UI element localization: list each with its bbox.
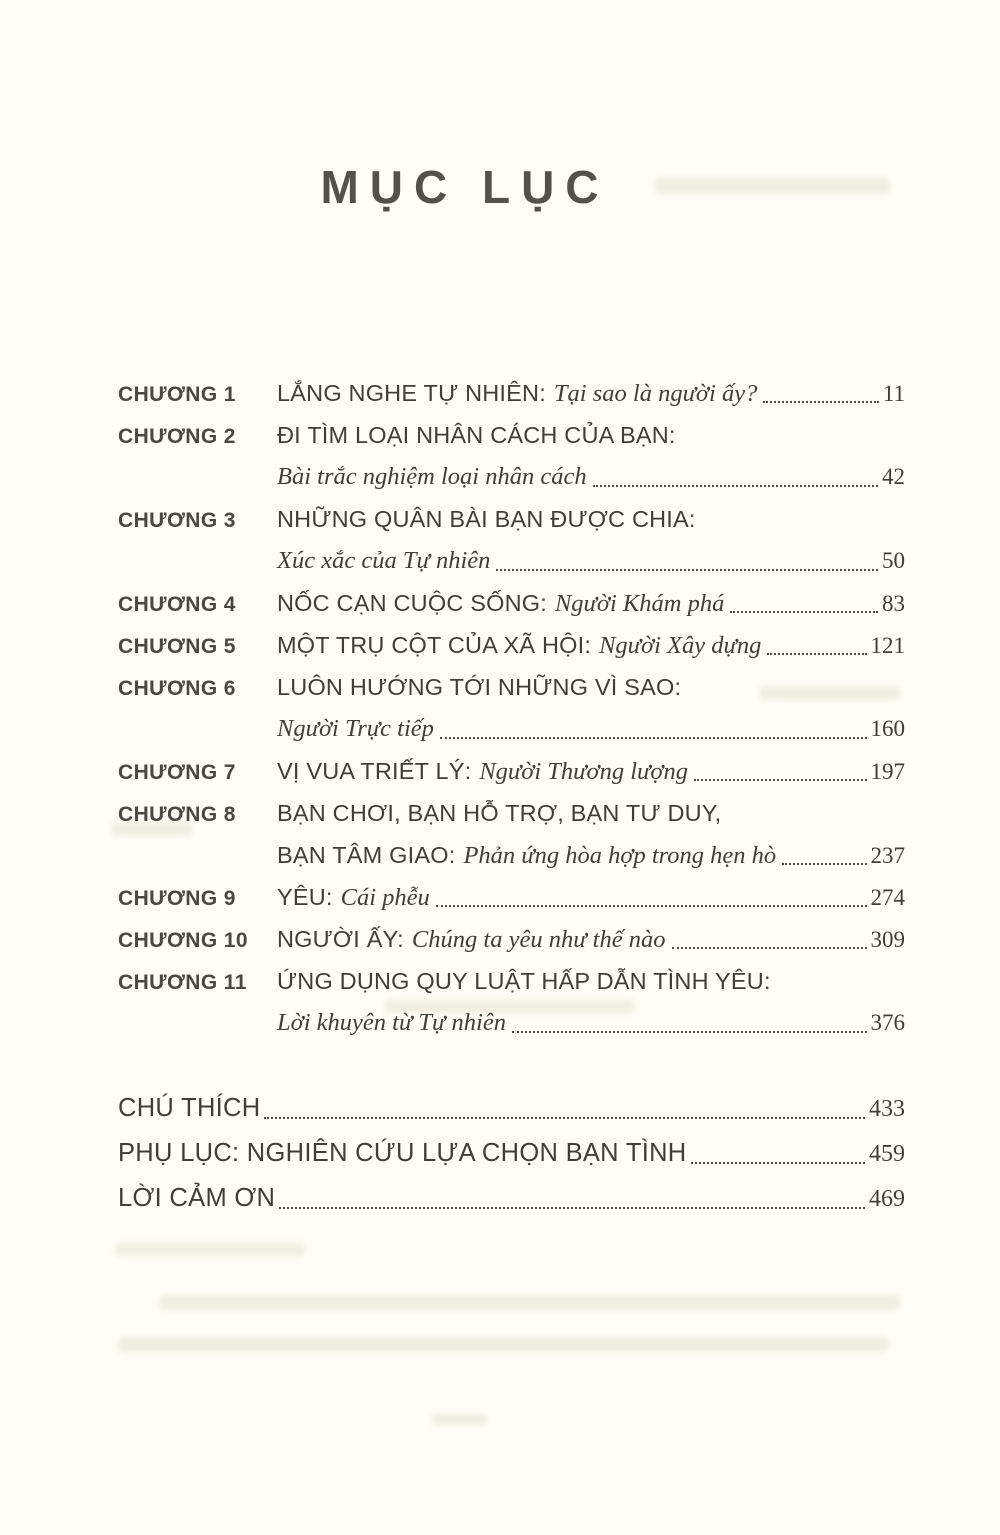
page-number: 237 (870, 843, 905, 868)
backmatter-row-notes (118, 1086, 905, 1131)
table-of-contents (118, 372, 905, 1044)
chapter-subtitle: Bài trắc nghiệm loại nhân cách (277, 463, 587, 490)
dot-leader (691, 1162, 865, 1164)
bleed-through-smudge (432, 1414, 487, 1425)
chapter-label: CHƯƠNG 7 (118, 761, 236, 784)
chapter-title: NHỮNG QUÂN BÀI BẠN ĐƯỢC CHIA: (277, 506, 696, 532)
chapter-title: LẮNG NGHE TỰ NHIÊN: (277, 380, 546, 406)
chapter-label: CHƯƠNG 8 (118, 803, 236, 826)
chapter-label: CHƯƠNG 5 (118, 635, 236, 658)
chapter-title: BẠN CHƠI, BẠN HỖ TRỢ, BẠN TƯ DUY, (277, 800, 722, 826)
chapter-label: CHƯƠNG 6 (118, 677, 236, 700)
page-number: 197 (870, 759, 905, 784)
dot-leader (436, 905, 867, 907)
page-number: 274 (870, 885, 905, 910)
chapter-subtitle: Cái phễu (340, 884, 430, 911)
bleed-through-smudge (115, 1243, 305, 1256)
page-title: MỤC LỤC (320, 161, 610, 213)
page-number: 160 (870, 716, 905, 741)
toc-row-chapter-11 (118, 960, 905, 1002)
toc-row-chapter-10 (118, 918, 905, 960)
page-number: 469 (869, 1186, 905, 1212)
toc-row-chapter-1 (118, 372, 905, 414)
chapter-subtitle: Người Thương lượng (479, 758, 688, 785)
chapter-label: CHƯƠNG 3 (118, 509, 236, 532)
toc-row-chapter-8 (118, 792, 905, 834)
chapter-title: ĐI TÌM LOẠI NHÂN CÁCH CỦA BẠN: (277, 422, 676, 448)
chapter-subtitle: Người Khám phá (554, 590, 725, 617)
chapter-subtitle: Xúc xắc của Tự nhiên (277, 547, 491, 574)
chapter-label: CHƯƠNG 4 (118, 593, 236, 616)
toc-row-chapter-11-cont (118, 1002, 905, 1044)
page-number: 42 (882, 464, 905, 489)
chapter-label: CHƯƠNG 2 (118, 425, 236, 448)
dot-leader (763, 401, 879, 403)
toc-row-chapter-8-cont (118, 834, 905, 876)
page-number: 50 (882, 548, 905, 573)
chapter-title: ỨNG DỤNG QUY LUẬT HẤP DẪN TÌNH YÊU: (277, 968, 771, 994)
backmatter-title: LỜI CẢM ƠN (118, 1184, 276, 1212)
page-number: 11 (882, 381, 905, 406)
toc-row-chapter-4 (118, 582, 905, 624)
bleed-through-smudge (118, 1337, 888, 1352)
toc-row-chapter-5 (118, 624, 905, 666)
page-number: 459 (869, 1141, 905, 1167)
bleed-through-smudge (160, 1295, 900, 1310)
toc-row-chapter-9 (118, 876, 905, 918)
page-number: 376 (870, 1010, 905, 1035)
dot-leader (440, 737, 867, 739)
chapter-subtitle: Chúng ta yêu như thế nào (411, 926, 666, 953)
toc-row-chapter-6-cont (118, 708, 905, 750)
toc-row-chapter-6 (118, 666, 905, 708)
dot-leader (593, 485, 878, 487)
chapter-title: NỐC CẠN CUỘC SỐNG: (277, 590, 547, 616)
dot-leader (279, 1207, 865, 1209)
chapter-subtitle: Lời khuyên từ Tự nhiên (277, 1009, 506, 1036)
backmatter-row-appendix (118, 1131, 905, 1176)
dot-leader (767, 653, 866, 655)
dot-leader (264, 1117, 865, 1119)
backmatter-title: CHÚ THÍCH (118, 1094, 261, 1122)
toc-row-chapter-7 (118, 750, 905, 792)
chapter-label: CHƯƠNG 10 (118, 929, 248, 952)
page-number: 83 (882, 591, 905, 616)
dot-leader (496, 569, 878, 571)
chapter-title: NGƯỜI ẤY: (277, 926, 404, 952)
chapter-subtitle: Phản ứng hòa hợp trong hẹn hò (463, 842, 777, 869)
chapter-label: CHƯƠNG 9 (118, 887, 236, 910)
chapter-title: LUÔN HƯỚNG TỚI NHỮNG VÌ SAO: (277, 674, 682, 700)
toc-row-chapter-2-cont (118, 456, 905, 498)
page-number: 121 (870, 633, 905, 658)
backmatter-title: PHỤ LỤC: NGHIÊN CỨU LỰA CHỌN BẠN TÌNH (118, 1139, 687, 1167)
dot-leader (782, 863, 866, 865)
chapter-title: YÊU: (277, 884, 333, 910)
chapter-label: CHƯƠNG 1 (118, 383, 236, 406)
chapter-subtitle: Tại sao là người ấy? (553, 380, 758, 407)
backmatter-row-acknowledgements (118, 1176, 905, 1221)
page-number: 433 (869, 1096, 905, 1122)
chapter-title: BẠN TÂM GIAO: (277, 842, 456, 868)
toc-row-chapter-2 (118, 414, 905, 456)
dot-leader (694, 779, 867, 781)
toc-row-chapter-3 (118, 498, 905, 540)
chapter-title: MỘT TRỤ CỘT CỦA XÃ HỘI: (277, 632, 592, 658)
chapter-title: VỊ VUA TRIẾT LÝ: (277, 758, 472, 784)
chapter-label: CHƯƠNG 11 (118, 971, 247, 994)
back-matter-list (118, 1086, 905, 1221)
chapter-subtitle: Người Xây dựng (599, 632, 762, 659)
page-number: 309 (870, 927, 905, 952)
dot-leader (512, 1031, 867, 1033)
chapter-subtitle: Người Trực tiếp (277, 715, 434, 742)
toc-row-chapter-3-cont (118, 540, 905, 582)
dot-leader (672, 947, 867, 949)
dot-leader (730, 611, 878, 613)
